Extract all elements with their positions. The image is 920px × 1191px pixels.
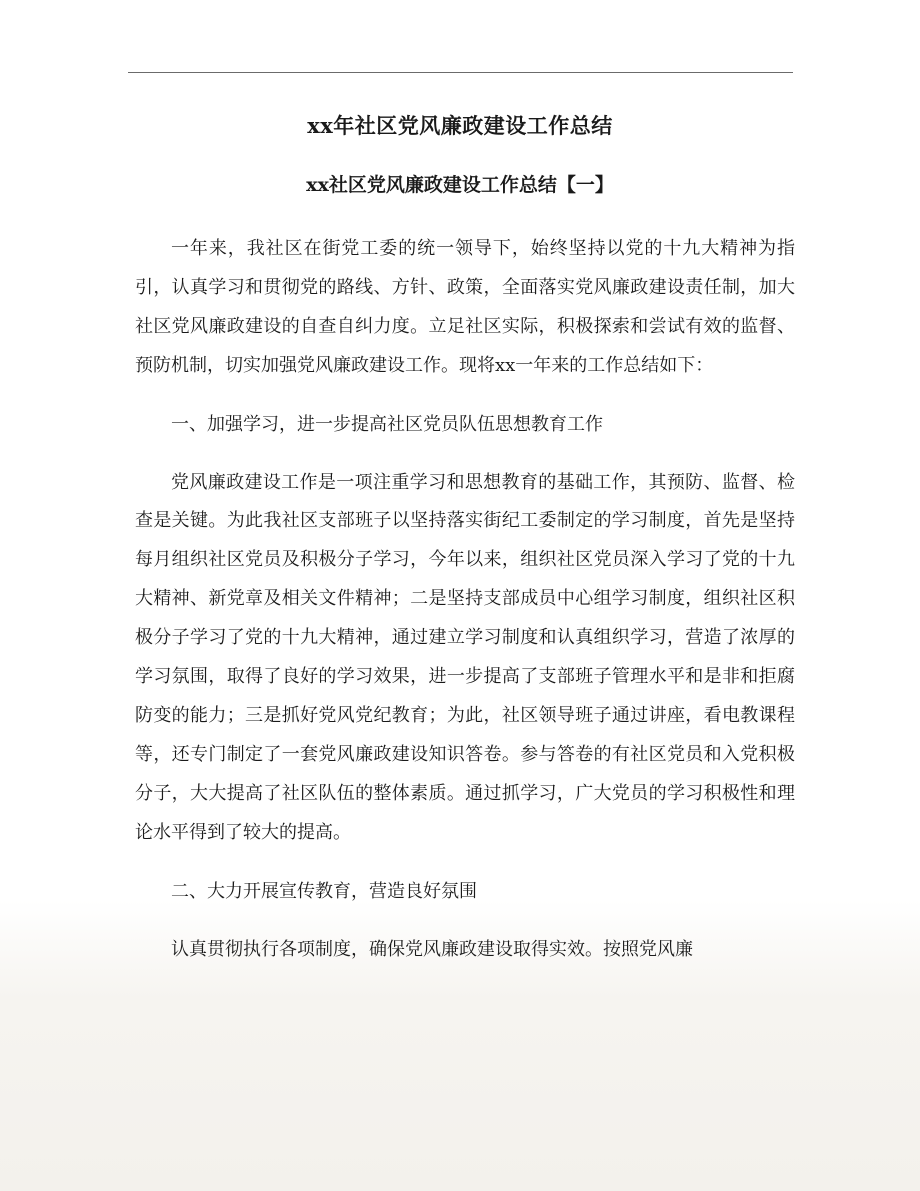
- section-heading-1: 一、加强学习，进一步提高社区党员队伍思想教育工作: [171, 413, 603, 435]
- document-subtitle: xx社区党风廉政建设工作总结【一】: [306, 174, 614, 196]
- header-rule: [128, 72, 793, 73]
- paragraph-section-2: 认真贯彻执行各项制度，确保党风廉政建设取得实效。按照党风廉: [171, 938, 693, 960]
- section-heading-2: 二、大力开展宣传教育，营造良好氛围: [171, 880, 477, 902]
- document-title: xx年社区党风廉政建设工作总结: [307, 113, 613, 138]
- paragraph-intro: 一年来，我社区在街党工委的统一领导下，始终坚持以党的十九大精神为指引，认真学习和贯彻党的路线、方针、政策，全面落实党风廉政建设责任制，加大社区党风廉政建设的自查自纠力度。立足社区实际，积极探索和尝试有效的监督、预防机制，切实加强党风廉政建设工作。现将xx一年来的工作总结如下：: [135, 238, 795, 376]
- document-body: [135, 230, 795, 969]
- paragraph-section-1: 党风廉政建设工作是一项注重学习和思想教育的基础工作，其预防、监督、检查是关键。为此我社区支部班子以坚持落实街纪工委制定的学习制度，首先是坚持每月组织社区党员及积极分子学习，今年以来，组织社区党员深入学习了党的十九大精神、新党章及相关文件精神；二是坚持支部成员中心组学习制度，组织社区积极分子学习了党的十九大精神，通过建立学习制度和认真组织学习，营造了浓厚的学习氛围，取得了良好的学习效果，进一步提高了支部班子管理水平和是非和拒腐防变的能力；三是抓好党风党纪教育；为此，社区领导班子通过讲座，看电教课程等，还专门制定了一套党风廉政建设知识答卷。参与答卷的有社区党员和入党积极分子，大大提高了社区队伍的整体素质。通过抓学习，广大党员的学习积极性和理论水平得到了较大的提高。: [135, 471, 795, 843]
